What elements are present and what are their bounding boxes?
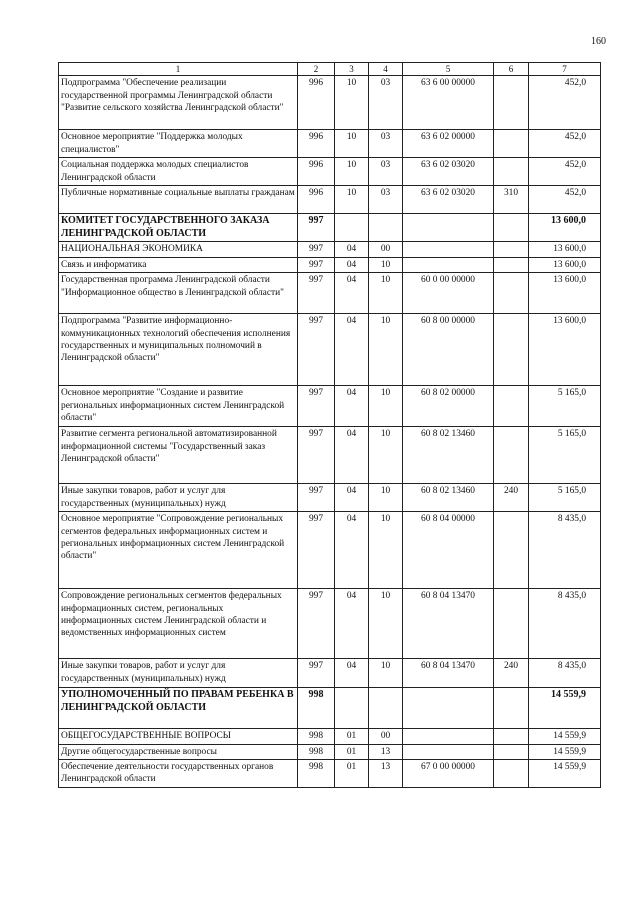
row-admin-code: 997 — [298, 257, 335, 272]
row-subsection-code: 03 — [369, 76, 403, 130]
row-expense-type — [494, 242, 529, 257]
row-name: Подпрограмма "Обеспечение реализации государственной программы Ленинградской области "Развитие сельского хозяйства Ленинградской области" — [59, 76, 298, 130]
row-amount: 13 600,0 — [529, 214, 601, 242]
row-subsection-code: 10 — [369, 273, 403, 314]
table-row — [59, 314, 601, 386]
row-section-code: 10 — [335, 186, 369, 214]
row-section-code: 04 — [335, 257, 369, 272]
row-subsection-code: 10 — [369, 589, 403, 659]
row-section-code: 10 — [335, 130, 369, 158]
row-name: Основное мероприятие "Поддержка молодых специалистов" — [59, 130, 298, 158]
table-row — [59, 729, 601, 744]
table-row — [59, 659, 601, 688]
table-row — [59, 257, 601, 272]
row-expense-type — [494, 760, 529, 788]
row-expense-type: 240 — [494, 484, 529, 512]
row-section-code — [335, 688, 369, 729]
table-row — [59, 760, 601, 788]
row-section-code: 04 — [335, 589, 369, 659]
row-expense-type — [494, 744, 529, 759]
row-name: Сопровождение региональных сегментов федеральных информационных систем, региональных информационных систем Ленинградской области и ведомственных информационных систем — [59, 589, 298, 659]
row-admin-code: 997 — [298, 484, 335, 512]
row-section-code: 04 — [335, 484, 369, 512]
row-amount: 5 165,0 — [529, 427, 601, 484]
row-admin-code: 997 — [298, 427, 335, 484]
row-target-article: 60 8 02 13460 — [403, 427, 494, 484]
row-expense-type — [494, 257, 529, 272]
row-name: НАЦИОНАЛЬНАЯ ЭКОНОМИКА — [59, 242, 298, 257]
table-row — [59, 186, 601, 214]
row-amount: 5 165,0 — [529, 386, 601, 427]
row-amount: 14 559,9 — [529, 688, 601, 729]
row-admin-code: 998 — [298, 744, 335, 759]
row-expense-type: 310 — [494, 186, 529, 214]
row-section-code: 04 — [335, 427, 369, 484]
row-amount: 452,0 — [529, 186, 601, 214]
row-admin-code: 997 — [298, 589, 335, 659]
row-subsection-code: 13 — [369, 744, 403, 759]
row-expense-type — [494, 314, 529, 386]
row-amount: 13 600,0 — [529, 242, 601, 257]
row-name: Государственная программа Ленинградской области "Информационное общество в Ленинградской области" — [59, 273, 298, 314]
row-subsection-code: 00 — [369, 729, 403, 744]
header-col-6: 6 — [494, 63, 529, 76]
row-target-article: 60 8 02 13460 — [403, 484, 494, 512]
row-section-code: 04 — [335, 512, 369, 589]
row-amount: 14 559,9 — [529, 760, 601, 788]
row-expense-type — [494, 130, 529, 158]
table-section-row — [59, 214, 601, 242]
row-admin-code: 996 — [298, 158, 335, 186]
row-target-article — [403, 257, 494, 272]
row-admin-code: 997 — [298, 273, 335, 314]
row-expense-type — [494, 512, 529, 589]
table-row — [59, 130, 601, 158]
row-section-code — [335, 214, 369, 242]
row-name: КОМИТЕТ ГОСУДАРСТВЕННОГО ЗАКАЗА ЛЕНИНГРАДСКОЙ ОБЛАСТИ — [59, 214, 298, 242]
table-row — [59, 386, 601, 427]
row-target-article — [403, 242, 494, 257]
row-target-article — [403, 214, 494, 242]
row-name: УПОЛНОМОЧЕННЫЙ ПО ПРАВАМ РЕБЕНКА В ЛЕНИНГРАДСКОЙ ОБЛАСТИ — [59, 688, 298, 729]
row-target-article: 60 0 00 00000 — [403, 273, 494, 314]
row-target-article: 63 6 02 03020 — [403, 186, 494, 214]
row-expense-type — [494, 427, 529, 484]
header-col-4: 4 — [369, 63, 403, 76]
row-name: Развитие сегмента региональной автоматизированной информационной системы "Государственный заказ Ленинградской области" — [59, 427, 298, 484]
header-col-7: 7 — [529, 63, 601, 76]
row-expense-type: 240 — [494, 659, 529, 688]
row-subsection-code: 03 — [369, 130, 403, 158]
table-section-row — [59, 688, 601, 729]
row-section-code: 04 — [335, 273, 369, 314]
row-section-code: 10 — [335, 158, 369, 186]
row-section-code: 01 — [335, 729, 369, 744]
table-header-row — [59, 63, 601, 76]
row-target-article: 60 8 04 13470 — [403, 659, 494, 688]
row-amount: 13 600,0 — [529, 273, 601, 314]
row-amount: 14 559,9 — [529, 744, 601, 759]
row-admin-code: 997 — [298, 214, 335, 242]
row-name: Иные закупки товаров, работ и услуг для государственных (муниципальных) нужд — [59, 484, 298, 512]
row-amount: 452,0 — [529, 158, 601, 186]
row-amount: 5 165,0 — [529, 484, 601, 512]
row-subsection-code — [369, 688, 403, 729]
table-row — [59, 512, 601, 589]
row-amount: 452,0 — [529, 76, 601, 130]
table-row — [59, 273, 601, 314]
row-admin-code: 997 — [298, 314, 335, 386]
row-admin-code: 997 — [298, 512, 335, 589]
header-col-5: 5 — [403, 63, 494, 76]
table-row — [59, 744, 601, 759]
row-expense-type — [494, 158, 529, 186]
row-admin-code: 997 — [298, 659, 335, 688]
row-section-code: 01 — [335, 744, 369, 759]
row-target-article — [403, 688, 494, 729]
row-expense-type — [494, 688, 529, 729]
row-target-article — [403, 729, 494, 744]
page-number: 160 — [591, 36, 606, 47]
table-row — [59, 589, 601, 659]
row-subsection-code: 10 — [369, 484, 403, 512]
row-name: Основное мероприятие "Сопровождение региональных сегментов федеральных информационных систем и региональных информационных систем Ленинградской области" — [59, 512, 298, 589]
table-row — [59, 427, 601, 484]
header-col-1: 1 — [59, 63, 298, 76]
table-row — [59, 242, 601, 257]
row-expense-type — [494, 386, 529, 427]
header-col-3: 3 — [335, 63, 369, 76]
row-amount: 8 435,0 — [529, 512, 601, 589]
row-name: Социальная поддержка молодых специалистов Ленинградской области — [59, 158, 298, 186]
row-admin-code: 996 — [298, 186, 335, 214]
row-subsection-code: 10 — [369, 512, 403, 589]
row-admin-code: 997 — [298, 242, 335, 257]
row-section-code: 10 — [335, 76, 369, 130]
row-subsection-code: 13 — [369, 760, 403, 788]
row-name: Связь и информатика — [59, 257, 298, 272]
row-target-article: 63 6 02 03020 — [403, 158, 494, 186]
row-subsection-code: 00 — [369, 242, 403, 257]
row-section-code: 04 — [335, 386, 369, 427]
row-section-code: 04 — [335, 659, 369, 688]
row-amount: 14 559,9 — [529, 729, 601, 744]
header-col-2: 2 — [298, 63, 335, 76]
row-expense-type — [494, 214, 529, 242]
row-target-article — [403, 744, 494, 759]
row-name: Публичные нормативные социальные выплаты гражданам — [59, 186, 298, 214]
budget-table — [58, 62, 601, 788]
row-expense-type — [494, 589, 529, 659]
row-subsection-code: 03 — [369, 186, 403, 214]
row-amount: 13 600,0 — [529, 314, 601, 386]
row-name: Подпрограмма "Развитие информационно-коммуникационных технологий обеспечения исполнения государственных и муниципальных полномочий в Ленинградской области" — [59, 314, 298, 386]
row-section-code: 04 — [335, 314, 369, 386]
row-expense-type — [494, 729, 529, 744]
row-section-code: 04 — [335, 242, 369, 257]
row-section-code: 01 — [335, 760, 369, 788]
table-row — [59, 158, 601, 186]
row-target-article: 63 6 02 00000 — [403, 130, 494, 158]
row-admin-code: 998 — [298, 729, 335, 744]
row-name: Обеспечение деятельности государственных органов Ленинградской области — [59, 760, 298, 788]
row-name: Иные закупки товаров, работ и услуг для государственных (муниципальных) нужд — [59, 659, 298, 688]
table-row — [59, 76, 601, 130]
row-admin-code: 997 — [298, 386, 335, 427]
row-target-article: 60 8 02 00000 — [403, 386, 494, 427]
row-target-article: 60 8 04 00000 — [403, 512, 494, 589]
row-amount: 452,0 — [529, 130, 601, 158]
row-subsection-code: 10 — [369, 386, 403, 427]
row-target-article: 63 6 00 00000 — [403, 76, 494, 130]
row-target-article: 67 0 00 00000 — [403, 760, 494, 788]
row-subsection-code: 03 — [369, 158, 403, 186]
row-admin-code: 996 — [298, 76, 335, 130]
row-admin-code: 998 — [298, 760, 335, 788]
table-row — [59, 484, 601, 512]
row-name: Другие общегосударственные вопросы — [59, 744, 298, 759]
row-admin-code: 998 — [298, 688, 335, 729]
row-subsection-code — [369, 214, 403, 242]
row-name: ОБЩЕГОСУДАРСТВЕННЫЕ ВОПРОСЫ — [59, 729, 298, 744]
row-subsection-code: 10 — [369, 659, 403, 688]
row-amount: 8 435,0 — [529, 589, 601, 659]
row-amount: 13 600,0 — [529, 257, 601, 272]
row-expense-type — [494, 76, 529, 130]
budget-table-body — [59, 63, 601, 788]
row-subsection-code: 10 — [369, 314, 403, 386]
row-name: Основное мероприятие "Создание и развитие региональных информационных систем Ленинградской области" — [59, 386, 298, 427]
row-target-article: 60 8 00 00000 — [403, 314, 494, 386]
row-admin-code: 996 — [298, 130, 335, 158]
row-subsection-code: 10 — [369, 257, 403, 272]
row-amount: 8 435,0 — [529, 659, 601, 688]
row-expense-type — [494, 273, 529, 314]
row-subsection-code: 10 — [369, 427, 403, 484]
row-target-article: 60 8 04 13470 — [403, 589, 494, 659]
